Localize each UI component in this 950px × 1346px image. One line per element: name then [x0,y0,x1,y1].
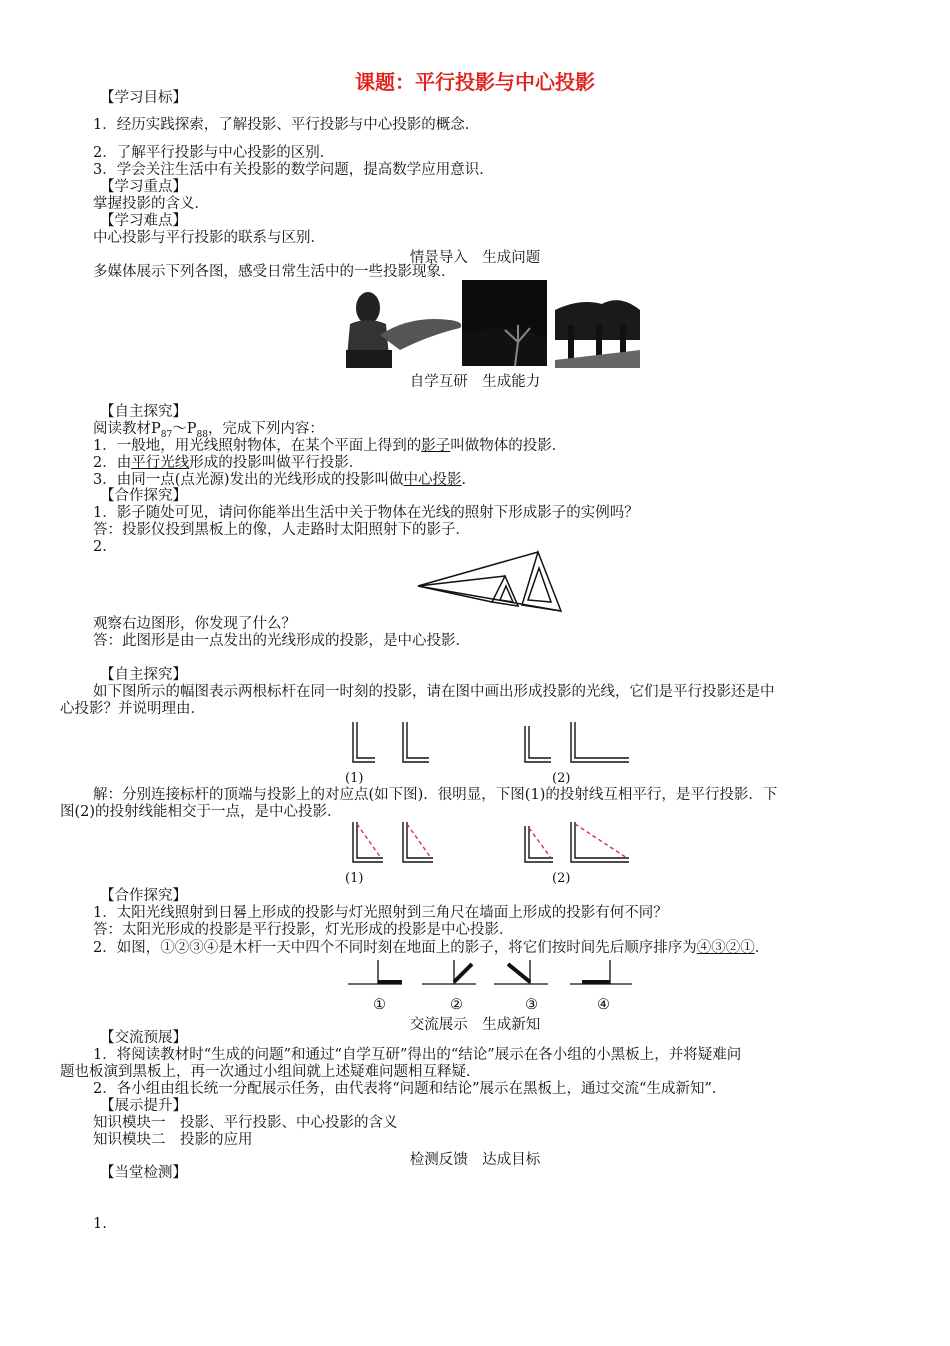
solution-figure-label-2: (2) [552,871,571,886]
pole-label-2: ② [450,997,463,1013]
coop2-question-1: 1．太阳光线照射到日晷上形成的投影与灯光照射到三角尺在墙面上形成的投影有何不同？ [93,905,668,921]
item-parallel-projection: 2．由平行光线形成的投影叫做平行投影． [93,455,364,471]
self-explore-2-line2: 心投影？并说明理由． [60,701,205,717]
key-text: 掌握投影的含义． [93,196,209,212]
knowledge-module-1: 知识模块一 投影、平行投影、中心投影的含义 [93,1115,398,1131]
difficulty-text: 中心投影与平行投影的联系与区别． [93,230,325,246]
pole-label-1: ① [373,997,386,1013]
poles-figure [345,718,640,778]
section-self-study-title: 自学互研 生成能力 [409,374,541,390]
figure-label-2: (2) [552,771,571,786]
item-shadow-definition: 1．一般地，用光线照射物体，在某个平面上得到的影子叫做物体的投影． [93,438,567,454]
shadow-photos [340,280,645,370]
difficulty-heading: 【学习难点】 [100,213,187,229]
exchange-item-1a: 1．将阅读教材时“生成的问题”和通过“自学互研”得出的“结论”展示在各小组的小黑板上，并将疑难问 [93,1047,742,1063]
solution-figure-label-1: (1) [345,871,364,886]
test-heading: 【当堂检测】 [100,1165,187,1181]
coop2-question-2: 2．如图，①②③④是木杆一天中四个不同时刻在地面上的影子，将它们按时间先后顺序排序为④③②①． [93,940,770,956]
exchange-heading: 【交流预展】 [100,1030,187,1046]
coop-question-1: 1．影子随处可见，请问你能举出生活中关于物体在光线的照射下形成影子的实例吗？ [93,505,639,521]
page-title: 课题：平行投影与中心投影 [355,70,595,94]
coop-answer-2: 答：此图形是由一点发出的光线形成的投影，是中心投影． [93,633,470,649]
cooperate-2-heading: 【合作探究】 [100,888,187,904]
key-heading: 【学习重点】 [100,179,187,195]
section-exchange-title: 交流展示 生成新知 [409,1017,541,1033]
self-explore-2-heading: 【自主探究】 [100,667,187,683]
coop-question-2: 观察右边图形，你发现了什么？ [93,616,296,632]
goals-heading: 【学习目标】 [100,90,187,106]
coop-answer-1: 答：投影仪投到黑板上的像，人走路时太阳照射下的影子． [93,522,470,538]
cooperate-heading: 【合作探究】 [100,488,187,504]
self-explore-2-line1: 如下图所示的幅图表示两根标杆在同一时刻的投影，请在图中画出形成投影的光线，它们是平行投影还是中 [93,684,775,700]
item-central-projection: 3．由同一点(点光源)发出的光线形成的投影叫做中心投影． [93,472,477,488]
pole-label-4: ④ [597,997,610,1013]
goal-1: 1．经历实践探索，了解投影、平行投影与中心投影的概念． [93,117,480,133]
solution-line1: 解：分别连接标杆的顶端与投影上的对应点(如下图)．很明显，下图(1)的投射线互相平行，是平行投影．下 [93,787,778,803]
exchange-item-2: 2．各小组由组长统一分配展示任务，由代表将“问题和结论”展示在黑板上，通过交流“生成新知”． [93,1081,727,1097]
reading-assignment: 阅读教材$P_{87}\sim P_{88}$，完成下列内容： [93,421,324,440]
poles-solution-figure [345,818,640,868]
pole-shadows-figure [348,958,648,992]
goal-2: 2．了解平行投影与中心投影的区别． [93,145,335,161]
test-item-1: 1. [93,1216,107,1232]
pole-label-3: ③ [525,997,538,1013]
self-explore-heading: 【自主探究】 [100,404,187,420]
section-intro-title: 情景导入 生成问题 [409,250,541,266]
show-heading: 【展示提升】 [100,1098,187,1114]
intro-text: 多媒体展示下列各图，感受日常生活中的一些投影现象． [93,264,456,280]
coop-question-2-number: 2. [93,539,107,555]
knowledge-module-2: 知识模块二 投影的应用 [93,1132,253,1148]
section-check-title: 检测反馈 达成目标 [409,1152,541,1168]
central-projection-figure [415,548,565,616]
figure-label-1: (1) [345,771,364,786]
solution-line2: 图(2)的投射线能相交于一点，是中心投影． [60,804,342,820]
coop2-answer-1: 答：太阳光形成的投影是平行投影，灯光形成的投影是中心投影． [93,922,514,938]
goal-3: 3．学会关注生活中有关投影的数学问题，提高数学应用意识． [93,162,494,178]
exchange-item-1b: 题也板演到黑板上，再一次通过小组间就上述疑难问题相互释疑． [60,1064,481,1080]
